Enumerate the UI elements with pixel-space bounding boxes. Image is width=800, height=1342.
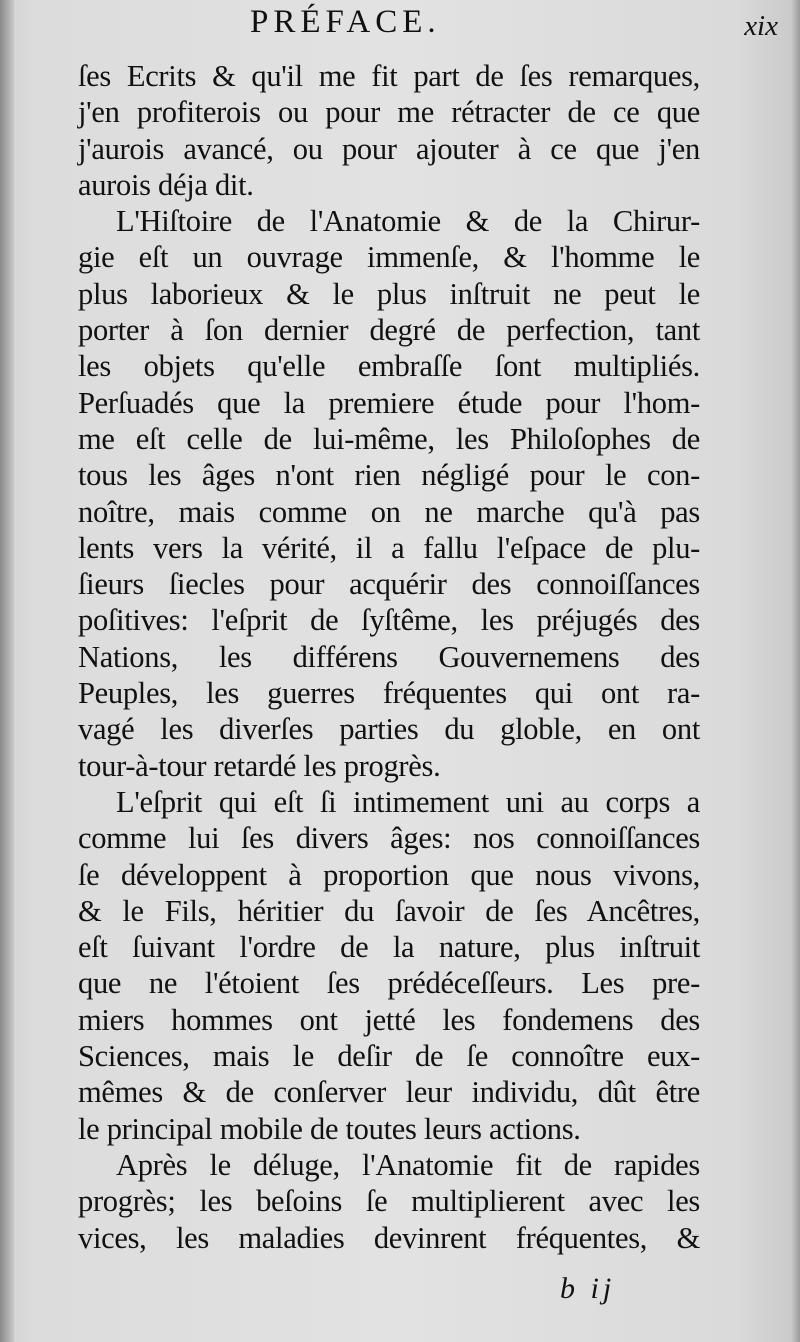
text-line: ſieurs ſiecles pour acquérir des connoiſſances [78,567,700,602]
text-line: tous les âges n'ont rien négligé pour le con- [78,458,700,493]
text-line: comme lui ſes divers âges: nos connoiſſances [78,821,700,856]
text-line: que ne l'étoient ſes prédéceſſeurs. Les pre- [78,966,700,1001]
text-line: me eſt celle de lui-même, les Philoſophes de [78,421,700,456]
text-line: vagé les diverſes parties du globle, en ont [78,712,700,747]
paragraph-start-line: Après le déluge, l'Anatomie fit de rapides [116,1147,700,1182]
text-line: mêmes & de conſerver leur individu, dût être [78,1075,700,1110]
text-line: le principal mobile de toutes leurs actions. [78,1111,581,1146]
text-line: porter à ſon dernier degré de perfection, tant [78,313,700,348]
text-line: ſes Ecrits & qu'il me fit part de ſes remarques, [78,59,700,93]
text-line: aurois déja dit. [78,167,254,202]
paragraph-start-line: L'Hiſtoire de l'Anatomie & de la Chirur- [116,204,700,239]
text-line: miers hommes ont jetté les fondemens des [78,1002,700,1037]
text-line: eſt ſuivant l'ordre de la nature, plus inſtruit [78,930,700,965]
signature-mark: b ij [560,1272,616,1305]
running-head: PRÉFACE. [250,4,441,40]
text-line: Nations, les différens Gouvernemens des [78,639,700,674]
text-line: & le Fils, héritier du ſavoir de ſes Ancêtres, [78,893,700,928]
text-line: tour-à-tour retardé les progrès. [78,748,441,783]
text-line: Sciences, mais le deſir de ſe connoître eux- [78,1039,700,1074]
text-line: noître, mais comme on ne marche qu'à pas [78,494,700,529]
text-line: j'en profiterois ou pour me rétracter de ce que [78,95,700,130]
page-right-edge [790,0,800,1342]
text-line: vices, les maladies devinrent fréquentes, & [78,1220,700,1255]
text-line: les objets qu'elle embraſſe ſont multipliés. [78,349,700,384]
page-left-edge [0,0,14,1342]
text-line: ſe développent à proportion que nous vivons, [78,857,700,892]
body-text [78,58,700,1256]
text-line: gie eſt un ouvrage immenſe, & l'homme le [78,240,700,275]
text-line: plus laborieux & le plus inſtruit ne peut le [78,276,700,311]
text-line: progrès; les beſoins ſe multiplierent avec les [78,1184,700,1219]
paragraph-start-line: L'eſprit qui eſt ſi intimement uni au corps a [116,784,700,819]
text-line: Peuples, les guerres fréquentes qui ont ra- [78,676,700,711]
text-line: j'aurois avancé, ou pour ajouter à ce que j'en [78,131,700,166]
text-line: Perſuadés que la premiere étude pour l'hom- [78,385,700,420]
page-number: xix [744,10,778,42]
text-line: poſitives: l'eſprit de ſyſtême, les préjugés des [78,603,700,638]
text-line: lents vers la vérité, il a fallu l'eſpace de plu- [78,530,700,565]
